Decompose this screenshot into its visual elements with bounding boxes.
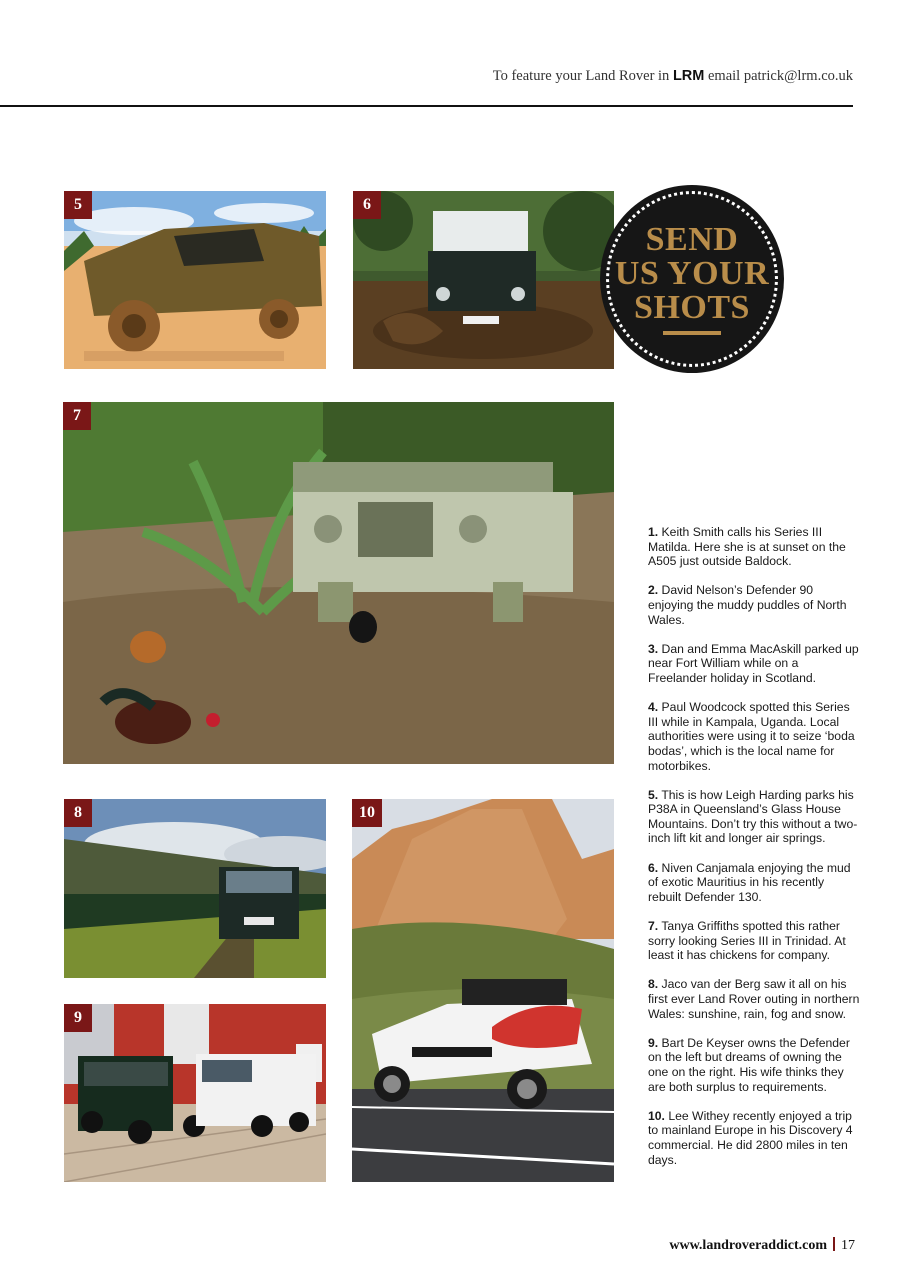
caption-text: Jaco van der Berg saw it all on his first ever Land Rover outing in northern Wales: sunshine, rain, fog and snow.	[648, 977, 860, 1021]
footer-divider	[833, 1237, 835, 1251]
photo-9	[64, 1004, 326, 1182]
caption-text: Bart De Keyser owns the Defender on the left but dreams of owning the one on the right. His wife thinks they are both surplus to requirements.	[648, 1035, 850, 1094]
footer-url-link[interactable]: www.landroveraddict.com	[669, 1238, 827, 1253]
caption-text: This is how Leigh Harding parks his P38A in Queensland’s Glass House Mountains. Don’t try this without a two-inch lift kit and longer air springs.	[648, 787, 858, 846]
photo-7-image	[63, 402, 614, 764]
caption-number: 1.	[648, 525, 659, 539]
page-footer	[669, 1237, 855, 1254]
caption-text: Lee Withey recently enjoyed a trip to mainland Europe in his Discovery 4 commercial. He did 2800 miles in ten days.	[648, 1108, 853, 1167]
photo-number-badge: 8	[64, 799, 92, 827]
caption-number: 10.	[648, 1108, 665, 1123]
caption-8	[648, 977, 860, 1021]
header-note	[493, 68, 853, 85]
photo-6-image	[353, 191, 614, 369]
photo-6	[353, 191, 614, 369]
photo-10-image	[352, 799, 614, 1182]
caption-number: 5.	[648, 787, 659, 802]
badge-underline	[663, 331, 721, 335]
header-rule	[0, 105, 853, 107]
caption-number: 7.	[648, 919, 659, 934]
badge-line-3: SHOTS	[634, 289, 750, 326]
caption-number: 3.	[648, 641, 659, 656]
caption-number: 9.	[648, 1035, 659, 1050]
photo-8	[64, 799, 326, 978]
caption-10	[648, 1109, 860, 1167]
caption-1	[648, 525, 860, 569]
photo-number-badge: 9	[64, 1004, 92, 1032]
brand-name: LRM	[672, 68, 705, 84]
photo-number-badge: 7	[63, 402, 91, 430]
caption-7	[648, 919, 860, 963]
caption-6	[648, 861, 860, 905]
photo-8-image	[64, 799, 326, 978]
caption-number: 8.	[648, 977, 659, 992]
page-number: 17	[841, 1238, 855, 1253]
photo-number-badge: 10	[352, 799, 382, 827]
caption-3	[648, 642, 860, 686]
captions-column	[648, 525, 860, 1182]
photo-9-image	[64, 1004, 326, 1182]
send-us-your-shots-badge	[600, 185, 784, 373]
caption-number: 2.	[648, 583, 659, 598]
caption-text: Keith Smith calls his Series III Matilda. Here she is at sunset on the A505 just outside Baldock.	[648, 525, 846, 569]
photo-5	[64, 191, 326, 369]
caption-text: Niven Canjamala enjoying the mud of exotic Mauritius in his recently rebuilt Defender 130.	[648, 860, 851, 904]
photo-7	[63, 402, 614, 764]
photo-number-badge: 5	[64, 191, 92, 219]
header-text-before: To feature your Land Rover in	[492, 68, 673, 84]
caption-4	[648, 700, 860, 773]
caption-text: Paul Woodcock spotted this Series III while in Kampala, Uganda. Local authorities were using it to seize ‘boda bodas’, which is the local name for motorbikes.	[648, 700, 855, 773]
badge-line-1: SEND	[645, 221, 739, 258]
caption-2	[648, 583, 860, 627]
photo-number-badge: 6	[353, 191, 381, 219]
caption-number: 4.	[648, 700, 659, 715]
caption-number: 6.	[648, 860, 659, 875]
caption-text: Tanya Griffiths spotted this rather sorry looking Series III in Trinidad. At least it has chickens for company.	[648, 919, 846, 963]
caption-5	[648, 788, 860, 846]
caption-text: Dan and Emma MacAskill parked up near Fort William while on a Freelander holiday in Scotland.	[648, 641, 859, 685]
caption-text: David Nelson’s Defender 90 enjoying the muddy puddles of North Wales.	[648, 583, 847, 627]
photo-10	[352, 799, 614, 1182]
caption-9	[648, 1036, 860, 1094]
header-text-after: email patrick@lrm.co.uk	[704, 68, 853, 84]
photo-5-image	[64, 191, 326, 369]
badge-line-2: US YOUR	[614, 255, 770, 292]
